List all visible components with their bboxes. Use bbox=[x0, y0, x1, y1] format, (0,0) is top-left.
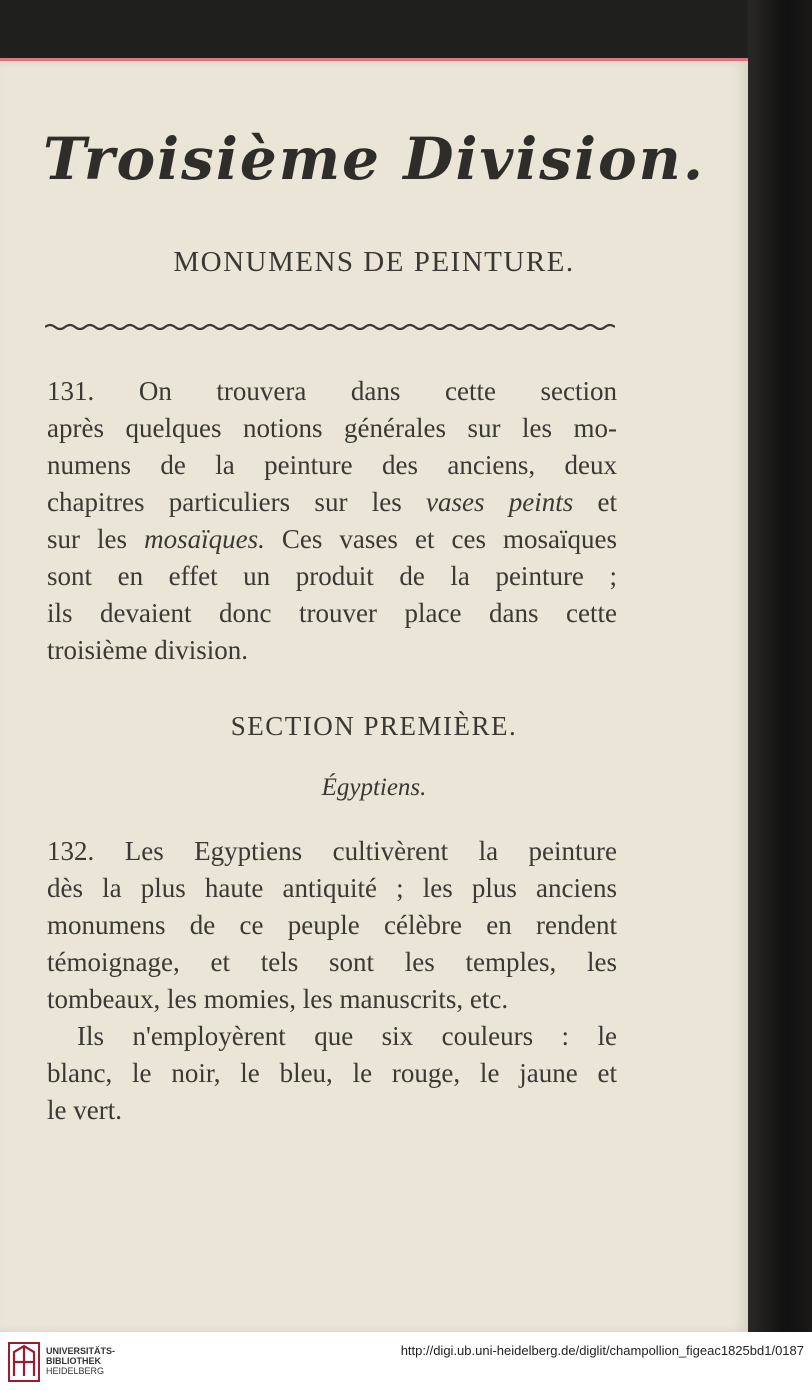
text-line: le vert. bbox=[47, 1095, 122, 1125]
logo-line: BIBLIOTHEK bbox=[46, 1356, 101, 1366]
paragraph-132 bbox=[47, 833, 617, 1018]
ornamental-rule bbox=[45, 323, 615, 331]
section-title: SECTION PREMIÈRE. bbox=[230, 711, 518, 741]
library-logo-text bbox=[46, 1346, 115, 1376]
text-line: 131. On trouvera dans cette section bbox=[47, 376, 617, 406]
text-line: chapitres particuliers sur les vases peints et bbox=[47, 487, 617, 517]
paragraph-131 bbox=[47, 373, 617, 669]
text-line: ils devaient donc trouver place dans cette bbox=[47, 598, 617, 628]
division-title: Troisième Division. bbox=[42, 125, 706, 193]
source-url-link[interactable]: http://digi.ub.uni-heidelberg.de/diglit/champollion_figeac1825bd1/0187 bbox=[400, 1343, 804, 1358]
book-page bbox=[0, 58, 748, 1332]
section-subtitle: Égyptiens. bbox=[321, 774, 427, 801]
footer-bar bbox=[0, 1332, 812, 1391]
text-line: Ils n'employèrent que six couleurs : le bbox=[77, 1021, 617, 1051]
text-line: 132. Les Egyptiens cultivèrent la peinture bbox=[47, 836, 617, 866]
text-line: blanc, le noir, le bleu, le rouge, le jaune et bbox=[47, 1058, 617, 1088]
text-line: témoignage, et tels sont les temples, les bbox=[47, 947, 617, 977]
book-spine bbox=[748, 0, 812, 1332]
text-line: sont en effet un produit de la peinture ; bbox=[47, 561, 617, 591]
text-line: sur les mosaïques. Ces vases et ces mosaïques bbox=[47, 524, 617, 554]
logo-line: HEIDELBERG bbox=[46, 1366, 105, 1376]
paragraph-colors bbox=[47, 1018, 617, 1129]
text-line: dès la plus haute antiquité ; les plus anciens bbox=[47, 873, 617, 903]
text-line: numens de la peinture des anciens, deux bbox=[47, 450, 617, 480]
library-logo-icon bbox=[8, 1342, 40, 1382]
text-line: après quelques notions générales sur les mo- bbox=[47, 413, 617, 443]
text-line: tombeaux, les momies, les manuscrits, etc. bbox=[47, 984, 509, 1014]
page-subtitle: MONUMENS DE PEINTURE. bbox=[173, 246, 575, 278]
text-line: troisième division. bbox=[47, 635, 248, 665]
logo-line: UNIVERSITÄTS- bbox=[46, 1346, 116, 1356]
text-line: monumens de ce peuple célèbre en rendent bbox=[47, 910, 617, 940]
